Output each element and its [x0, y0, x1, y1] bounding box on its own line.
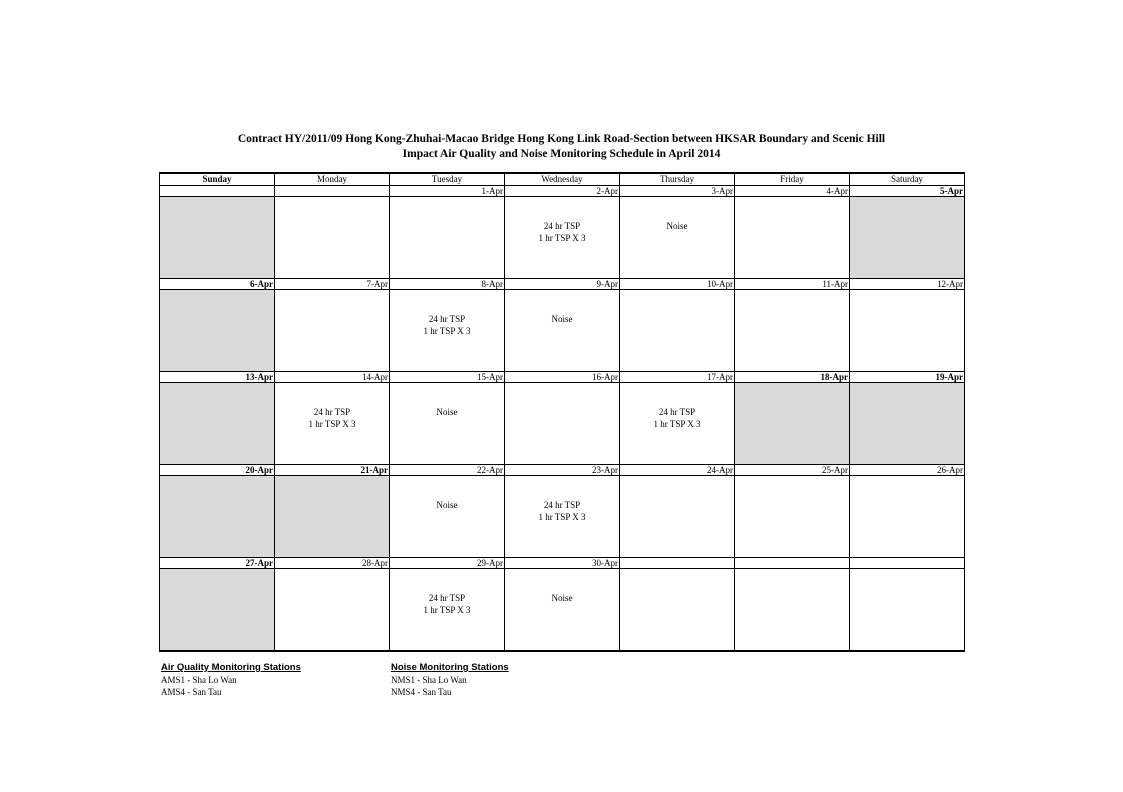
tsp-1hr-label: 1 hr TSP X 3	[538, 512, 586, 522]
date-row	[160, 279, 965, 290]
date-row	[160, 372, 965, 383]
date-label: 9-Apr	[505, 279, 620, 290]
date-label: 27-Apr	[160, 558, 275, 569]
tsp-24hr-label: 24 hr TSP	[658, 407, 696, 417]
noise-monitoring-event	[621, 197, 733, 232]
date-label: 3-Apr	[620, 186, 735, 197]
day-cell	[160, 197, 275, 279]
date-label: 1-Apr	[390, 186, 505, 197]
tsp-monitoring-event	[391, 290, 503, 337]
noise-label: Noise	[551, 593, 573, 603]
day-cell	[735, 476, 850, 558]
noise-monitoring-event	[391, 476, 503, 511]
noise-legend	[391, 662, 509, 698]
date-label: 30-Apr	[505, 558, 620, 569]
weekday-header-row	[160, 173, 965, 186]
day-cell	[160, 383, 275, 465]
day-cell	[505, 383, 620, 465]
tsp-1hr-label: 1 hr TSP X 3	[653, 419, 701, 429]
tsp-monitoring-event	[621, 383, 733, 430]
day-cell	[390, 383, 505, 465]
day-cell	[275, 569, 390, 652]
day-cell	[505, 569, 620, 652]
tsp-monitoring-event	[506, 197, 618, 244]
day-cell	[505, 476, 620, 558]
date-label: 17-Apr	[620, 372, 735, 383]
date-label: 16-Apr	[505, 372, 620, 383]
weekday-header: Saturday	[850, 173, 965, 186]
day-cell	[620, 197, 735, 279]
day-cell	[275, 476, 390, 558]
date-label: 18-Apr	[735, 372, 850, 383]
date-label: 23-Apr	[505, 465, 620, 476]
weekday-header: Tuesday	[390, 173, 505, 186]
date-label: 10-Apr	[620, 279, 735, 290]
air-quality-station: AMS1 - Sha Lo Wan	[161, 675, 237, 685]
day-cell	[275, 197, 390, 279]
day-cell	[505, 290, 620, 372]
date-label	[620, 558, 735, 569]
day-cell	[160, 569, 275, 652]
date-label	[275, 186, 390, 197]
day-cell	[390, 569, 505, 652]
day-cell	[620, 383, 735, 465]
monitoring-calendar	[159, 172, 965, 652]
date-label: 14-Apr	[275, 372, 390, 383]
weekday-header: Thursday	[620, 173, 735, 186]
date-label: 24-Apr	[620, 465, 735, 476]
tsp-24hr-label: 24 hr TSP	[428, 314, 466, 324]
day-cell	[390, 197, 505, 279]
weekday-header: Wednesday	[505, 173, 620, 186]
noise-label: Noise	[436, 407, 458, 417]
air-quality-legend	[161, 662, 301, 698]
day-cell	[620, 569, 735, 652]
tsp-monitoring-event	[506, 476, 618, 523]
date-label	[850, 558, 965, 569]
date-label: 21-Apr	[275, 465, 390, 476]
day-cell	[160, 290, 275, 372]
date-label: 6-Apr	[160, 279, 275, 290]
date-label: 15-Apr	[390, 372, 505, 383]
day-cell	[735, 569, 850, 652]
day-cell	[620, 290, 735, 372]
date-label: 25-Apr	[735, 465, 850, 476]
date-label: 11-Apr	[735, 279, 850, 290]
day-cell	[505, 197, 620, 279]
tsp-monitoring-event	[276, 383, 388, 430]
noise-label: Noise	[666, 221, 688, 231]
date-label: 2-Apr	[505, 186, 620, 197]
date-label: 8-Apr	[390, 279, 505, 290]
date-row	[160, 465, 965, 476]
noise-label: Noise	[551, 314, 573, 324]
day-cell	[850, 476, 965, 558]
air-quality-legend-heading: Air Quality Monitoring Stations	[161, 662, 301, 673]
date-label: 4-Apr	[735, 186, 850, 197]
week-row	[160, 197, 965, 279]
date-label: 20-Apr	[160, 465, 275, 476]
date-row	[160, 186, 965, 197]
tsp-24hr-label: 24 hr TSP	[313, 407, 351, 417]
noise-label: Noise	[436, 500, 458, 510]
date-label: 13-Apr	[160, 372, 275, 383]
tsp-24hr-label: 24 hr TSP	[543, 500, 581, 510]
day-cell	[735, 383, 850, 465]
tsp-1hr-label: 1 hr TSP X 3	[538, 233, 586, 243]
date-label: 29-Apr	[390, 558, 505, 569]
date-label: 12-Apr	[850, 279, 965, 290]
week-row	[160, 569, 965, 652]
day-cell	[275, 383, 390, 465]
date-label: 7-Apr	[275, 279, 390, 290]
date-label: 26-Apr	[850, 465, 965, 476]
date-row	[160, 558, 965, 569]
day-cell	[735, 290, 850, 372]
tsp-1hr-label: 1 hr TSP X 3	[308, 419, 356, 429]
date-label: 22-Apr	[390, 465, 505, 476]
tsp-monitoring-event	[391, 569, 503, 616]
day-cell	[275, 290, 390, 372]
tsp-24hr-label: 24 hr TSP	[428, 593, 466, 603]
schedule-title-contract: Contract HY/2011/09 Hong Kong-Zhuhai-Macao Bridge Hong Kong Link Road-Section between HKSAR Boundary and Scenic Hill	[237, 133, 886, 145]
day-cell	[390, 476, 505, 558]
week-row	[160, 290, 965, 372]
weekday-header: Sunday	[160, 173, 275, 186]
date-label: 5-Apr	[850, 186, 965, 197]
date-label: 19-Apr	[850, 372, 965, 383]
noise-monitoring-event	[506, 569, 618, 604]
day-cell	[850, 569, 965, 652]
day-cell	[850, 383, 965, 465]
day-cell	[850, 290, 965, 372]
week-row	[160, 476, 965, 558]
tsp-1hr-label: 1 hr TSP X 3	[423, 605, 471, 615]
weekday-header: Friday	[735, 173, 850, 186]
tsp-1hr-label: 1 hr TSP X 3	[423, 326, 471, 336]
noise-legend-heading: Noise Monitoring Stations	[391, 662, 509, 673]
schedule-title-month: Impact Air Quality and Noise Monitoring Schedule in April 2014	[402, 148, 721, 160]
day-cell	[850, 197, 965, 279]
date-label: 28-Apr	[275, 558, 390, 569]
noise-monitoring-event	[391, 383, 503, 418]
noise-station: NMS1 - Sha Lo Wan	[391, 675, 467, 685]
day-cell	[735, 197, 850, 279]
tsp-24hr-label: 24 hr TSP	[543, 221, 581, 231]
weekday-header: Monday	[275, 173, 390, 186]
date-label	[735, 558, 850, 569]
day-cell	[160, 476, 275, 558]
week-row	[160, 383, 965, 465]
date-label	[160, 186, 275, 197]
noise-station: NMS4 - San Tau	[391, 687, 452, 697]
air-quality-station: AMS4 - San Tau	[161, 687, 222, 697]
noise-monitoring-event	[506, 290, 618, 325]
day-cell	[390, 290, 505, 372]
day-cell	[620, 476, 735, 558]
